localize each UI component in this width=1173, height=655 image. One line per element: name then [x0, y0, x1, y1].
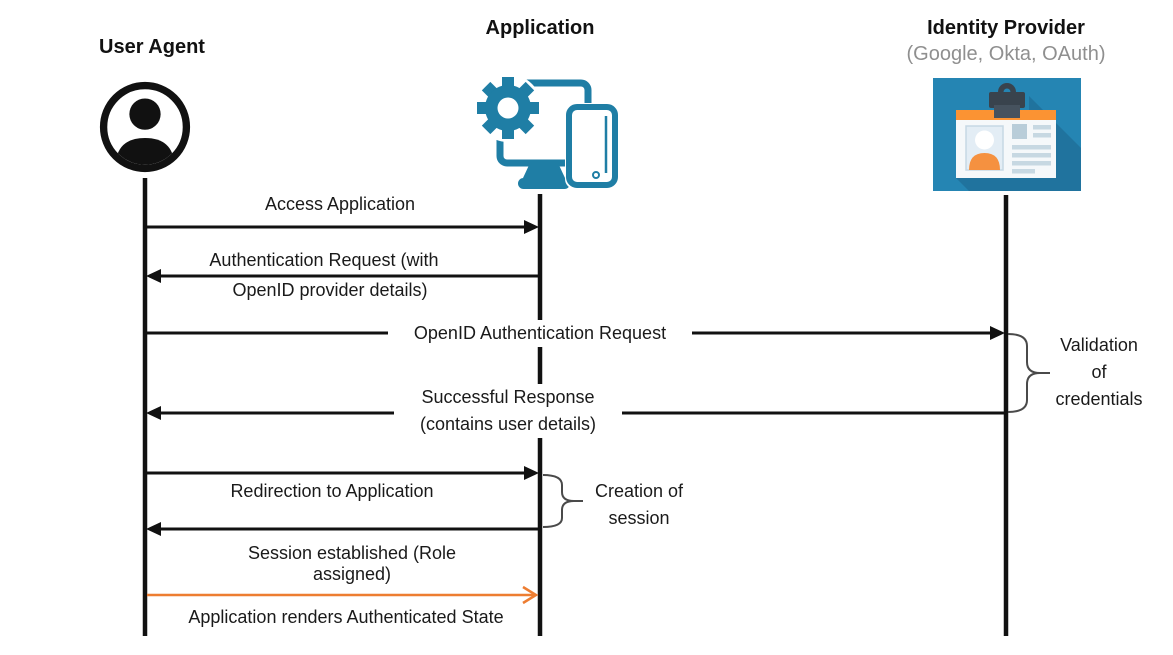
message-label-authentication-request-line2: OpenID provider details): [232, 280, 428, 300]
message-label-successful-response: [394, 384, 622, 438]
message-label-successful-response-line2: (contains user details): [419, 414, 597, 434]
arrow-session-established: [146, 522, 538, 536]
annotation-validation-of-credentials: [1046, 332, 1152, 413]
actor-title-application: Application: [485, 17, 595, 39]
annotation-line: session: [608, 508, 670, 528]
actor-subtitle-identity-provider: (Google, Okta, OAuth): [906, 43, 1106, 65]
person-circle-icon: [99, 81, 191, 173]
annotation-line: of: [1091, 362, 1107, 382]
actor-title-identity-provider: Identity Provider: [927, 17, 1085, 39]
annotation-line: credentials: [1055, 389, 1143, 409]
arrow-redirection-to-application: [147, 466, 539, 480]
id-card-icon: [933, 78, 1081, 191]
message-label-application-renders-state: Application renders Authenticated State: [188, 607, 504, 627]
annotation-line: Creation of: [594, 481, 684, 501]
message-label-successful-response-line1: Successful Response: [421, 387, 595, 407]
arrow-access-application: [147, 220, 539, 234]
annotation-creation-of-session: [583, 478, 695, 532]
annotation-line: Validation: [1060, 335, 1138, 355]
arrow-application-renders-state: [147, 587, 536, 603]
application-devices-icon: [468, 66, 626, 192]
brace-creation-of-session: [543, 475, 583, 527]
message-label-openid-authentication-request: OpenID Authentication Request: [388, 320, 692, 347]
message-label-session-established: Session established (Role assigned): [247, 543, 457, 584]
brace-validation-of-credentials: [1008, 334, 1050, 412]
gear-icon: [477, 77, 539, 139]
message-label-access-application: Access Application: [264, 194, 416, 214]
message-label-authentication-request-line1: Authentication Request (with: [209, 250, 439, 270]
actor-title-user-agent: User Agent: [99, 36, 205, 58]
message-label-redirection-to-application: Redirection to Application: [230, 481, 434, 501]
